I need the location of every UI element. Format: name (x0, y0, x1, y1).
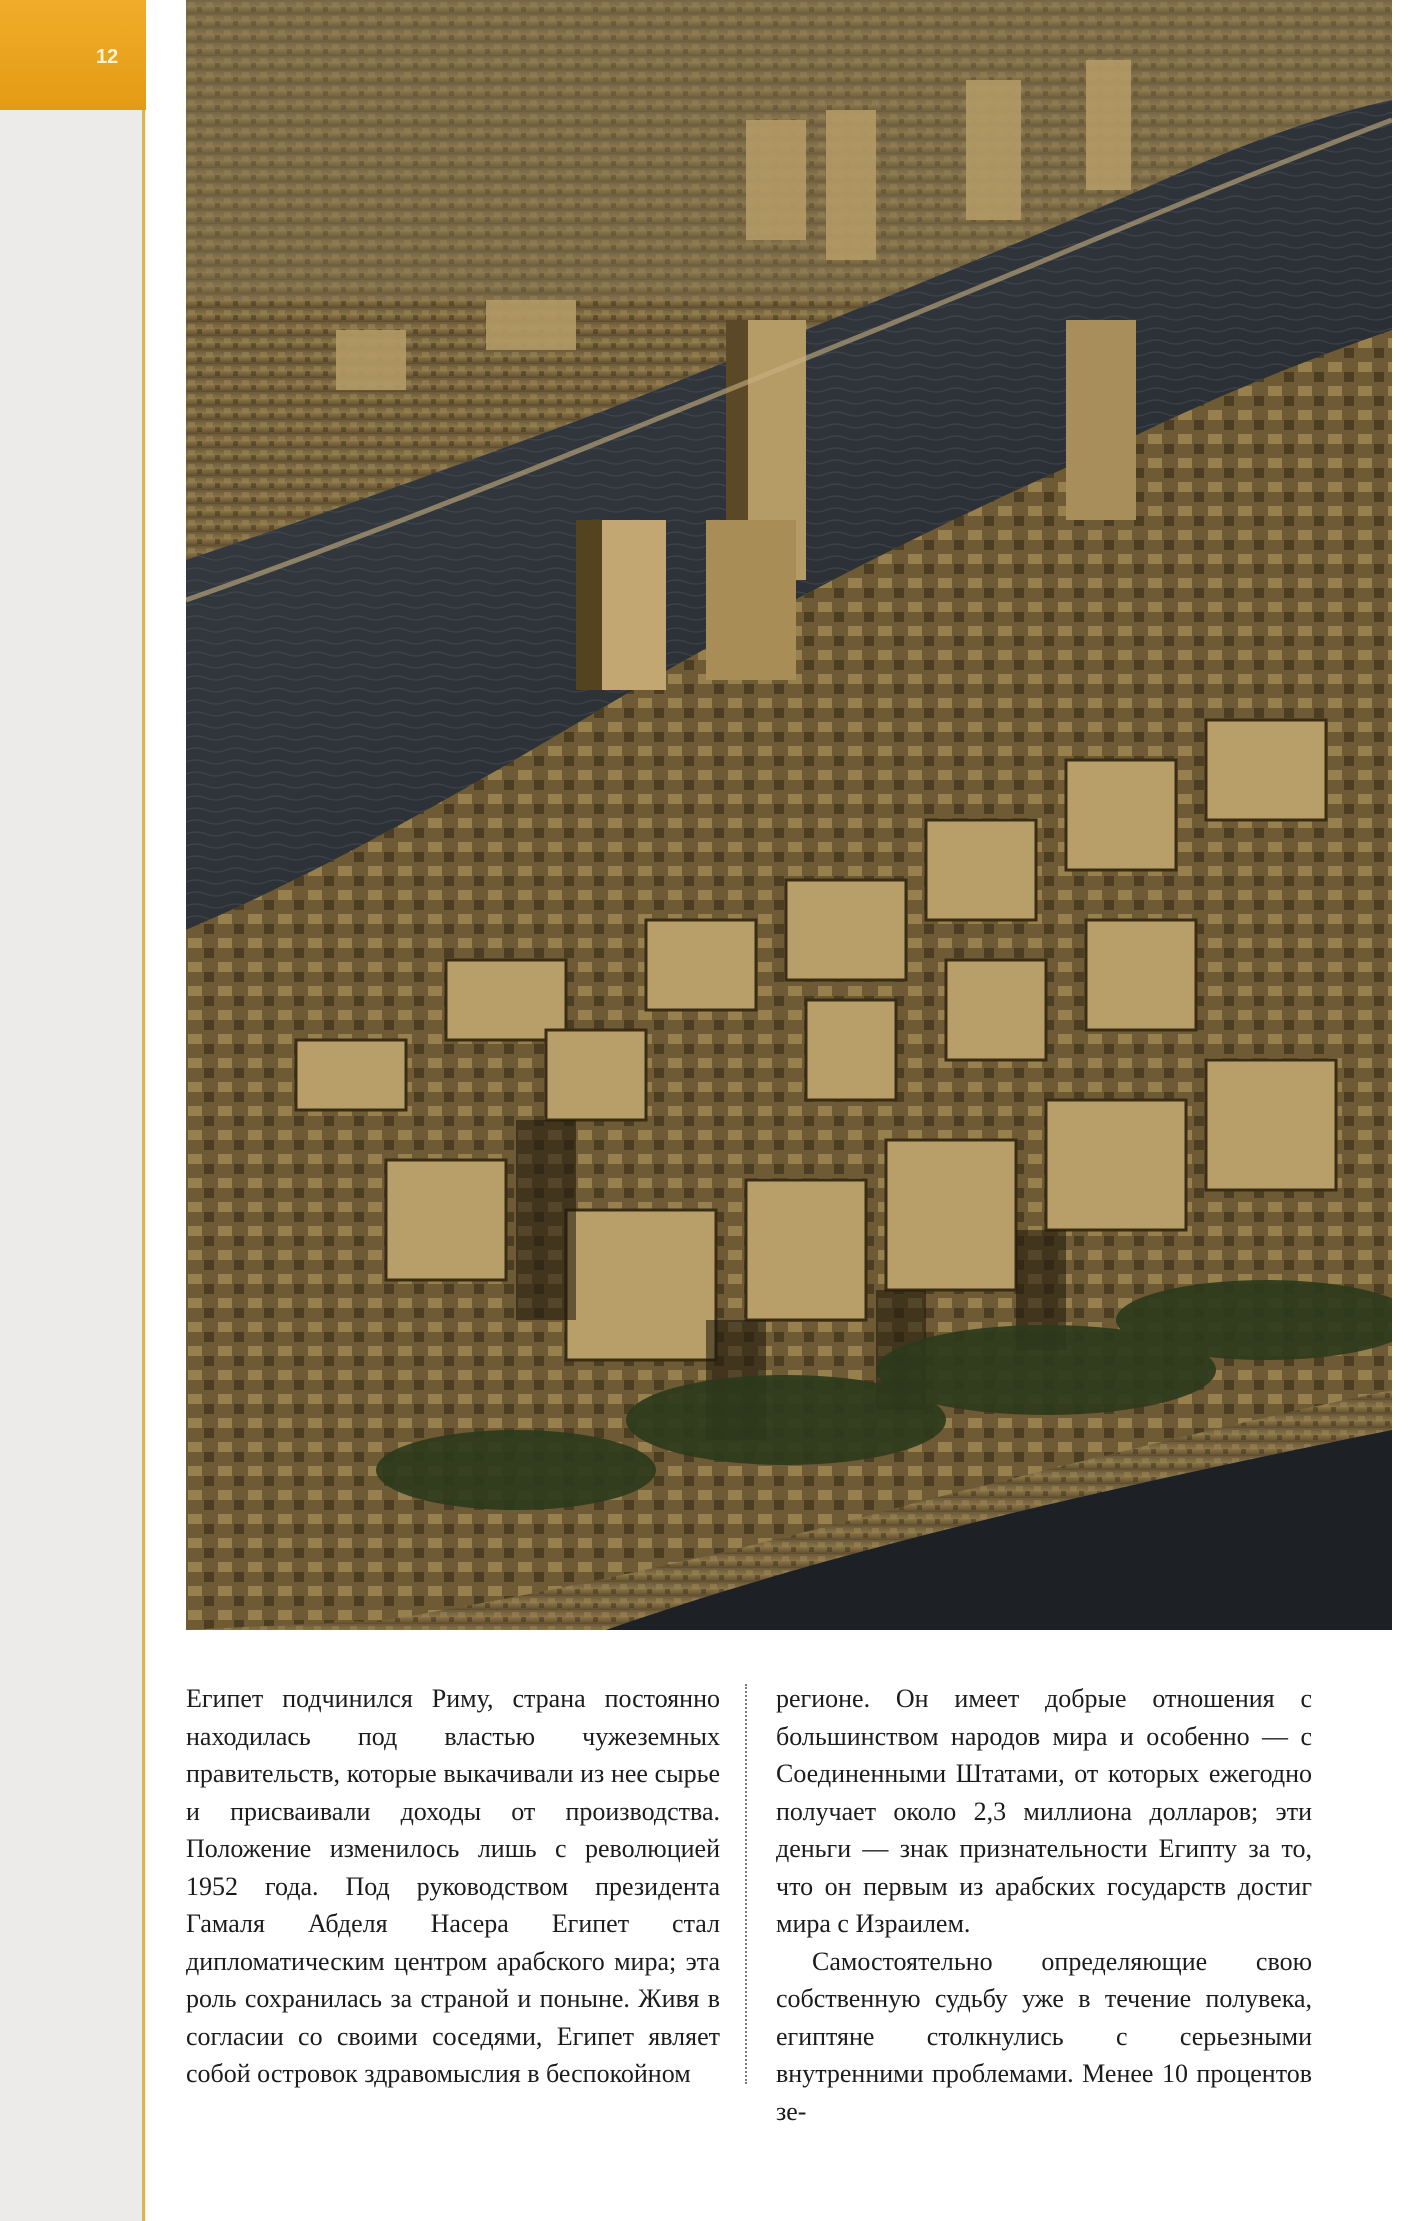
page-number-tab (0, 0, 146, 110)
page-number: 12 (96, 46, 119, 68)
aerial-city-river-photo (186, 0, 1392, 1630)
paragraph: регионе. Он имеет добрые отношения с большинством народов мира и особенно — с Соединенными Штатами, от которых ежегодно получает около 2,3 миллиона долларов; эти деньги — знак признательности Египту за то, что он первым из арабских государств достиг мира с Израилем. (776, 1684, 1312, 1938)
text-column-left: Египет подчинился Риму, страна постоянно находилась под властью чужеземных правительств, которые выкачивали из нее сырье и присваивали доходы от производства. Положение изменилось лишь с революцией 1952 года. Под руководством президента Гамаля Абделя Насера Египет стал дипломатическим центром арабского мира; эта роль сохранилась за страной и поныне. Живя в согласии со своими соседями, Египет являет собой островок здравомыслия в беспокойном (186, 1684, 720, 2088)
column-divider (745, 1684, 747, 2084)
text-column-right (776, 1680, 1312, 2130)
side-margin-strip (0, 0, 146, 2221)
margin-rule (142, 110, 145, 2221)
paragraph: Самостоятельно определяющие свою собственную судьбу уже в течение полувека, египтяне столкнулись с серьезными внутренними проблемами. Менее 10 процентов зе- (776, 1946, 1312, 2126)
